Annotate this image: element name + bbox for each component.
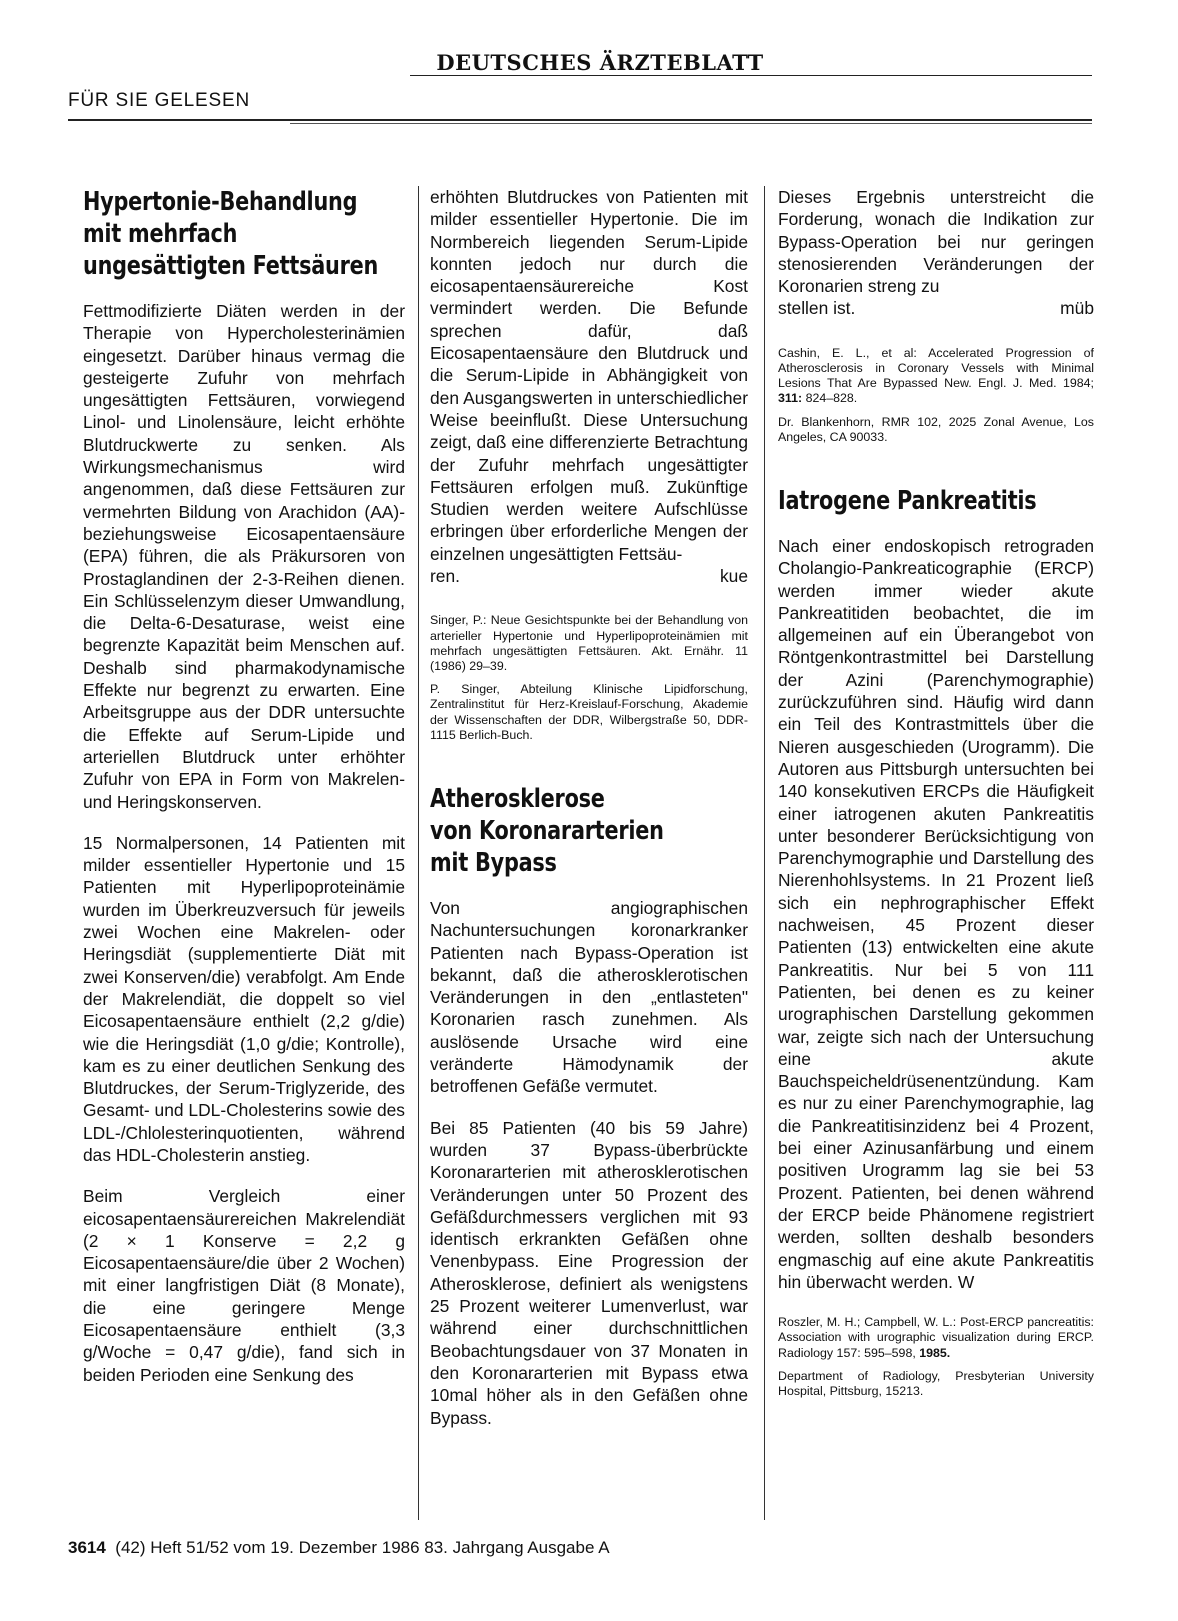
paragraph-text: Nach einer endoskopisch retrograden Cholangio-Pankreaticographie (ERCP) werden immer wieder akute Pankreatitiden beobachtet, die im allgemeinen auf ein Überangebot von Röntgenkontrastmittel bei Darstellung der Azini (Parenchymographie) zurückzuführen sind. Häufig wird dann ein Teil des Kontrastmittels über die Nieren ausgeschieden (Urogramm). Die Autoren aus Pittsburgh untersuchten bei 140 konsekutiven ERCPs die Häufigkeit einer iatrogenen akuten Pankreatitis unter besonderer Berücksichtigung von Parenchymographie und Darstellung des Nierenhohlsystems. In 21 Prozent ließ sich ein nephrographischer Effekt nachweisen, 45 Prozent dieser Patienten (13) entwickelten eine akute Pankreatitis. Nur bei 5 von 111 Patienten, bei denen es zu keiner urographischen Darstellung gekommen war, zeigte sich nach der Untersuchung eine akute Bauchspeicheldrüsenentzündung. Kam es nur zu einer Parenchymographie, lag die Pankreatitisinzidenz bei 4 Prozent, bei einer Azinusanfärbung und einem positiven Urogramm lag sie bei 53 Prozent. Patienten, bei denen während der ERCP beide Phänomene registriert werden, sollten deshalb besonders engmaschig auf eine akute Pankreatitis hin überwacht werden. bbox=[778, 536, 1094, 1292]
article-1-paragraph: Fettmodifizierte Diäten werden in der Therapie von Hypercholesterinämien eingesetzt. Darüber hinaus vermag die gesteigerte Zufuhr von mehrfach ungesättigten Fettsäuren, vorwiegend Linol- und Linolensäure, leicht erhöhte Blutdruckwerte zu senken. Als Wirkungsmechanismus wird angenommen, daß diese Fettsäuren zur vermehrten Bildung von Arachidon (AA)- beziehungsweise Eicosapentaensäure (EPA) führen, die als Präkursoren von Prostaglandinen der 2-3-Reihen dienen. Ein Schlüsselenzym dieser Umwandlung, die Delta-6-Desaturase, weist eine begrenzte Kapazität beim Menschen auf. Deshalb sind pharmakodynamische Effekte nur begrenzt zu erwarten. Eine Arbeitsgruppe aus der DDR untersuchte die Effekte auf Serum-Lipide und arteriellen Blutdruck unter erhöhter Zufuhr von EPA in Form von Makrelen- und Heringskonserven. bbox=[83, 301, 405, 812]
column-1 bbox=[83, 186, 405, 1405]
reference-volume: 311: bbox=[778, 391, 803, 406]
author-initials: müb bbox=[1060, 298, 1094, 319]
paragraph-end: ren. bbox=[430, 566, 460, 587]
author-initials: kue bbox=[719, 566, 748, 587]
section-rule bbox=[68, 119, 1092, 121]
article-2-paragraph: Von angiographischen Nachuntersuchungen koronarkranker Patienten nach Bypass-Operation ist bekannt, daß die atherosklerotischen Veränderungen in den „entlasteten" Koronarien rasch zunehmen. Als auslösende Ursache wird eine veränderte Hämodynamik der betroffenen Gefäße vermutet. bbox=[430, 897, 748, 1097]
article-2-title bbox=[430, 783, 748, 879]
article-3-title bbox=[778, 485, 1094, 517]
reference-pages: 824–828. bbox=[802, 391, 858, 406]
reference-year: 1985. bbox=[919, 1345, 951, 1360]
masthead-rule bbox=[410, 75, 1092, 76]
article-3-paragraph bbox=[778, 535, 1094, 1293]
column-divider bbox=[418, 186, 419, 1520]
reference-text: Roszler, M. H.; Campbell, W. L.: Post-ERCP pancreatitis: Association with urographic visualization during ERCP. Radiology 157: 595–598, bbox=[778, 1315, 1094, 1360]
issue-info: (42) Heft 51/52 vom 19. Dezember 1986 83. Jahrgang Ausgabe A bbox=[115, 1538, 610, 1557]
article-2-reference bbox=[778, 346, 1094, 407]
author-initials: W bbox=[957, 1271, 975, 1292]
title-line: Hypertonie-Behandlung bbox=[83, 187, 358, 217]
column-3 bbox=[778, 186, 1094, 1407]
article-2-paragraph: Bei 85 Patienten (40 bis 59 Jahre) wurden 37 Bypass-überbrückte Koronararterien mit atherosklerotischen Veränderungen unter 50 Prozent des Gefäßdurchmessers verglichen mit 93 identisch erkrankten Gefäßen ohne Venenbypass. Eine Progression der Atherosklerose, definiert als wenigstens 25 Prozent weiterer Lumenverlust, war während einer durchschnittlichen Beobachtungsdauer von 37 Monaten in den Koronararterien mit Bypass etwa 10mal höher als in den Gefäßen ohne Bypass. bbox=[430, 1117, 748, 1428]
title-line: mit Bypass bbox=[430, 847, 557, 878]
column-2 bbox=[430, 186, 748, 1448]
article-1-paragraph: 15 Normalpersonen, 14 Patienten mit milder essentieller Hypertonie und 15 Patienten mit Hyperlipoproteinämie wurden im Überkreuzversuch für jeweils zwei Wochen eine Makrelen- oder Heringsdiät (supplementierte Diät mit zwei Konserven/die) verabfolgt. Am Ende der Makrelendiät, die doppelt so viel Eicosapentaensäure enthielt (2,2 g/die) wie die Heringsdiät (1,0 g/die; Kontrolle), kam es zu einer deutlichen Senkung des Blutdruckes, der Serum-Triglyzeride, des Gesamt- und LDL-Cholesterins sowie des LDL-/Chlolesterinquotienten, während das HDL-Cholesterin anstieg. bbox=[83, 832, 405, 1165]
article-2-paragraph: Dieses Ergebnis unterstreicht die Forderung, wonach die Indikation zur Bypass-Operation bei nur geringen stenosierenden Veränderungen der Koronarien streng zu bbox=[778, 187, 1094, 297]
article-1-signature-line bbox=[430, 565, 748, 587]
title-line: Atherosklerose bbox=[430, 783, 605, 814]
article-1-paragraph: erhöhten Blutdruckes von Patienten mit milder essentieller Hypertonie. Die im Normbereich liegenden Serum-Lipide konnten jedoch nur durch die eicosapentaensäurereiche Kost vermindert werden. Die Befunde sprechen dafür, daß Eicosapentaensäure den Blutdruck und die Serum-Lipide in Abhängigkeit von den Ausgangswerten in unterschiedlicher Weise beeinflußt. Diese Untersuchung zeigt, daß eine differenzierte Betrachtung der Zufuhr mehrfach ungesättigter Fettsäuren erfolgen muß. Zukünftige Studien werden weitere Aufschlüsse erbringen über erforderliche Mengen der einzelnen ungesättigten Fettsäu- bbox=[430, 187, 748, 564]
page-footer bbox=[68, 1538, 610, 1558]
article-2-address: Dr. Blankenhorn, RMR 102, 2025 Zonal Avenue, Los Angeles, CA 90033. bbox=[778, 414, 1094, 444]
reference-text: Cashin, E. L., et al: Accelerated Progression of Atherosclerosis in Coronary Vessels with Minimal Lesions That Are Bypassed New. Engl. J. Med. 1984; bbox=[778, 345, 1094, 391]
section-rule-thin bbox=[290, 123, 1092, 124]
article-3-address: Department of Radiology, Presbyterian University Hospital, Pittsburg, 15213. bbox=[778, 1368, 1094, 1398]
article-2-signature-line bbox=[778, 297, 1094, 319]
article-1-paragraph: Beim Vergleich einer eicosapentaensäurereichen Makrelendiät (2 × 1 Konserve = 2,2 g Eicosapentaensäure/die über 2 Wochen) mit einer langfristigen Diät (8 Monate), die eine geringere Menge Eicosapentaensäure enthielt (3,3 g/Woche = 0,47 g/die), fand sich in beiden Perioden eine Senkung des bbox=[83, 1186, 405, 1385]
article-1-title bbox=[83, 186, 405, 282]
column-divider bbox=[764, 186, 765, 1520]
section-label: FÜR SIE GELESEN bbox=[68, 90, 250, 111]
page-number: 3614 bbox=[68, 1538, 106, 1557]
article-1-address: P. Singer, Abteilung Klinische Lipidforschung, Zentralinstitut für Herz-Kreislauf-Forschung, Akademie der Wissenschaften der DDR, Wilbergstraße 50, DDR-1115 Berlich-Buch. bbox=[430, 682, 748, 742]
paragraph-end: stellen ist. bbox=[778, 298, 856, 319]
title-line: mit mehrfach bbox=[83, 219, 238, 249]
title-line: von Koronararterien bbox=[430, 815, 664, 846]
title-line: Iatrogene Pankreatitis bbox=[778, 486, 1037, 516]
article-1-reference: Singer, P.: Neue Gesichtspunkte bei der Behandlung von arterieller Hypertonie und Hyperlipoproteinämien mit mehrfach ungesättigten Fettsäuren. Akt. Ernähr. 11 (1986) 29–39. bbox=[430, 613, 748, 673]
article-3-reference bbox=[778, 1315, 1094, 1361]
title-line: ungesättigten Fettsäuren bbox=[83, 251, 379, 281]
masthead: DEUTSCHES ÄRZTEBLATT bbox=[436, 50, 764, 75]
